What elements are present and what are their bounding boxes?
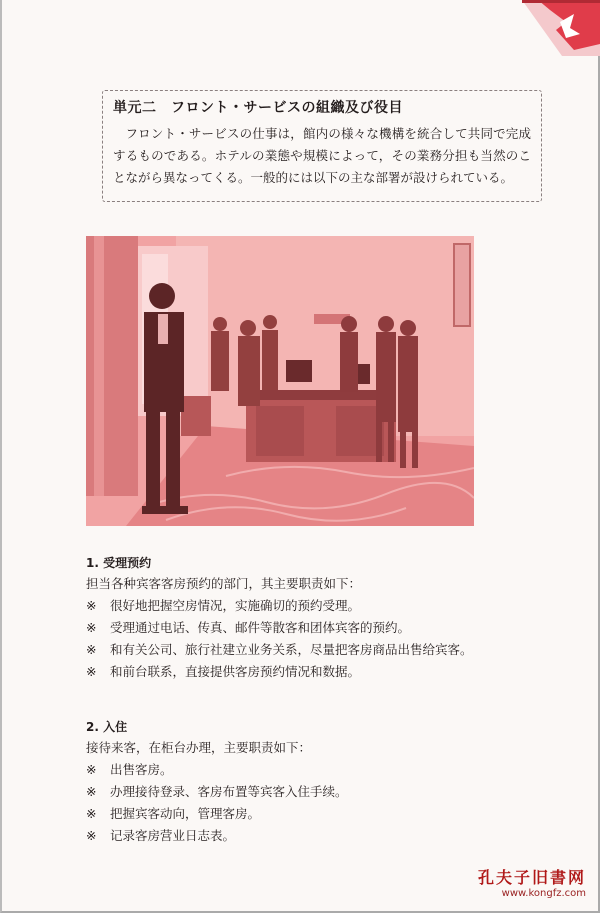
list-item-text: 很好地把握空房情况，实施确切的预约受理。 [110, 598, 361, 613]
bullet-mark: ※ [86, 620, 97, 635]
list-item-text: 办理接待登录、客房布置等宾客入住手续。 [110, 784, 348, 799]
list-item-text: 受理通过电话、传真、邮件等散客和团体宾客的预约。 [110, 620, 411, 635]
list-item [86, 617, 473, 639]
section-box [102, 90, 542, 202]
block-heading: 2. 入住 [86, 720, 128, 734]
bullet-mark: ※ [86, 828, 97, 843]
list-item-text: 记录客房营业日志表。 [110, 828, 236, 843]
bullet-mark: ※ [86, 598, 97, 613]
bullet-mark: ※ [86, 762, 97, 777]
list-item [86, 781, 348, 803]
bullet-mark: ※ [86, 806, 97, 821]
list-item [86, 639, 473, 661]
list-item [86, 595, 473, 617]
corner-decoration-icon [522, 0, 600, 56]
list-item-text: 和有关公司、旅行社建立业务关系，尽量把客房商品出售给宾客。 [110, 642, 473, 657]
watermark-title: 孔夫子旧書网 [477, 868, 586, 887]
block-intro: 接待来客，在柜台办理，主要职责如下： [86, 740, 312, 755]
watermark-url: www.kongfz.com [501, 888, 586, 899]
list-item-text: 出售客房。 [110, 762, 173, 777]
section-body-text: フロント・サービスの仕事は，館内の様々な機構を統合して共同で完成するものである。ホテルの業態や規模によって，その業務分担も当然のことながら異なってくる。一般的には以下の主な部署が設けられている。 [113, 126, 531, 185]
bullet-mark: ※ [86, 784, 97, 799]
section-title: 単元二 フロント・サービスの組織及び役目 [113, 100, 403, 116]
block-intro: 担当各种宾客客房预约的部门，其主要职责如下： [86, 576, 362, 591]
watermark [478, 865, 586, 899]
list-item [86, 803, 348, 825]
list-item [86, 825, 348, 847]
hotel-front-desk-photo [86, 236, 474, 526]
list-item [86, 661, 473, 683]
list-item-text: 和前台联系，直接提供客房预约情况和数据。 [110, 664, 361, 679]
block-heading: 1. 受理预约 [86, 556, 152, 570]
list-item [86, 759, 348, 781]
bullet-mark: ※ [86, 642, 97, 657]
block-reservation [86, 553, 473, 683]
block-check-in [86, 717, 348, 847]
list-item-text: 把握宾客动向，管理客房。 [110, 806, 261, 821]
bullet-mark: ※ [86, 664, 97, 679]
